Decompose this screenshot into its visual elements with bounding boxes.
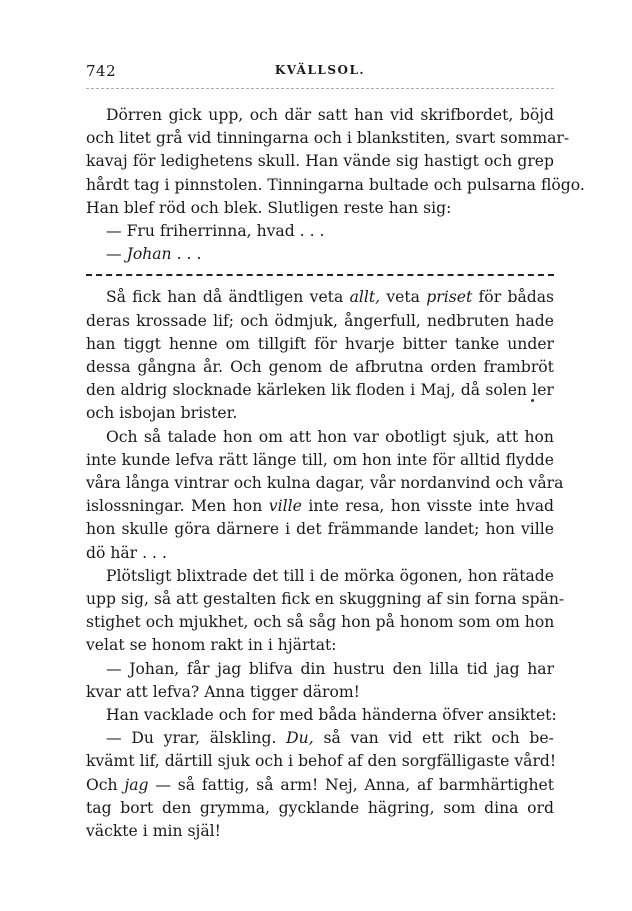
text-line: Plötsligt blixtrade det till i de mörka ögonen, hon rätade bbox=[106, 566, 554, 585]
text-line: velat se honom rakt in i hjärtat: bbox=[86, 636, 337, 655]
paragraph bbox=[86, 286, 554, 425]
text-line: islossningar. Men hon ville inte resa, hon visste inte hvad bbox=[86, 497, 555, 516]
body-text bbox=[86, 104, 585, 843]
text-line: upp sig, så att gestalten fick en skuggning af sin forna spän- bbox=[86, 590, 565, 609]
text-line: dö här . . . bbox=[86, 543, 167, 562]
text-line: den aldrig slocknade kärleken lik floden i Maj, då solen ler bbox=[86, 381, 554, 400]
text-line: Han blef röd och blek. Slutligen reste han sig: bbox=[86, 198, 452, 217]
text-line: Han vacklade och for med båda händerna öfver ansiktet: bbox=[106, 706, 557, 725]
header-rule bbox=[86, 88, 554, 89]
text-line: deras krossade lif; och ödmjuk, ångerfull, nedbruten hade bbox=[86, 311, 554, 330]
text-line: kvämt lif, därtill sjuk och i behof af den sorgfälligaste vård! bbox=[86, 752, 557, 771]
text-line: Och jag — så fattig, så arm! Nej, Anna, af barmhärtighet bbox=[86, 775, 554, 794]
dialogue-line bbox=[86, 243, 554, 266]
text-line: inte kunde lefva rätt länge till, om hon inte för alltid flydde bbox=[86, 450, 555, 469]
text-line: — Johan . . . bbox=[106, 245, 202, 264]
text-line: hårdt tag i pinnstolen. Tinningarna bultade och pulsarna flögo. bbox=[86, 175, 585, 194]
text-line: — Fru friherrinna, hvad . . . bbox=[106, 222, 325, 241]
text-line: Så fick han då ändtligen veta allt, veta priset för bådas bbox=[106, 288, 555, 307]
text-line: — Du yrar, älskling. Du, så van vid ett rikt och be- bbox=[106, 729, 554, 748]
paragraph bbox=[86, 565, 565, 658]
text-line: våra långa vintrar och kulna dagar, vår nordanvind och våra bbox=[86, 474, 564, 493]
text-line: kavaj för ledighetens skull. Han vände sig hastigt och grep bbox=[86, 152, 554, 171]
paragraph bbox=[86, 704, 557, 727]
paragraph bbox=[86, 727, 557, 843]
paragraph bbox=[86, 104, 585, 220]
text-line: han tiggt henne om tillgift för hvarje bitter tanke under bbox=[86, 334, 555, 353]
text-line: tag bort den grymma, gycklande hägring, som dina ord bbox=[86, 798, 554, 817]
text-line: dessa gångna år. Och genom de afbrutna orden frambröt bbox=[86, 358, 554, 377]
text-line: hon skulle göra därnere i det främmande landet; hon ville bbox=[86, 520, 554, 539]
paragraph bbox=[86, 426, 564, 565]
text-line: och litet grå vid tinningarna och i blankstiten, svart sommar- bbox=[86, 129, 570, 148]
section-separator bbox=[86, 274, 554, 278]
text-line: och isbojan brister. bbox=[86, 404, 238, 423]
text-line: stighet och mjukhet, och så såg hon på honom som om hon bbox=[86, 613, 555, 632]
text-line: kvar att lefva? Anna tigger därom! bbox=[86, 682, 360, 701]
text-line: väckte i min själ! bbox=[86, 822, 221, 841]
print-speck bbox=[531, 399, 534, 402]
paragraph bbox=[86, 658, 554, 704]
running-title: KVÄLLSOL. bbox=[274, 63, 366, 77]
page-header bbox=[86, 62, 554, 84]
text-line: Och så talade hon om att hon var obotligt sjuk, att hon bbox=[106, 427, 554, 446]
text-line: Dörren gick upp, och där satt han vid skrifbordet, böjd bbox=[106, 106, 555, 124]
text-line: — Johan, får jag blifva din hustru den lilla tid jag har bbox=[106, 659, 555, 678]
dialogue-line bbox=[86, 220, 554, 243]
page-number: 742 bbox=[86, 62, 117, 80]
